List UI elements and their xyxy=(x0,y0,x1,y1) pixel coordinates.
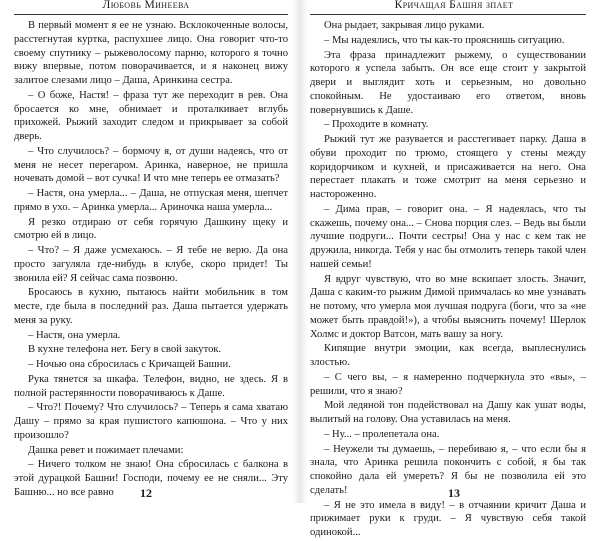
header-rule xyxy=(310,14,586,15)
paragraph: Я вдруг чувствую, что во мне вскипает злость. Значит, Даша с каким-то рыжим Димой примчалась ко мне узнавать не потому, что умерла моя лучшая подруга (боги, что за «не может быть правдой!»), а чтобы выяснить почему! Шерлок Холмс и доктор Ватсон, мать вашу за ногу. xyxy=(310,273,586,340)
paragraph: – Проходите в комнату. xyxy=(324,119,429,131)
paragraph: – Настя, она умерла... – Даша, не отпуская меня, шепчет прямо в ухо. – Аринка умерла... Ариночка наша умерла... xyxy=(14,188,288,213)
paragraph: Мой ледяной тон подействовал на Дашу как ушат воды, вылитый на голову. Она уставилась на меня. xyxy=(310,400,586,425)
paragraph: Она рыдает, закрывая лицо руками. xyxy=(324,20,485,31)
page-number: 12 xyxy=(140,486,152,500)
left-page xyxy=(0,0,292,503)
paragraph: В первый момент я ее не узнаю. Всклокоченные волосы, расстегнутая куртка, распухшее лицо. Она говорит что-то своему спутнику – рыжеволосому парню, которого я точно вижу впервые, потом поворачивается, и я наконец вижу залитое слезами лицо – Даша, Аринкина сестра. xyxy=(14,20,288,86)
right-page-text xyxy=(310,19,586,541)
paragraph: – Я не это имела в виду! – в отчаянии кричит Даша и прижимает руки к груди. – Я чувствую себя такой одинокой... xyxy=(310,499,586,538)
page-number: 13 xyxy=(448,486,460,500)
paragraph: Эта фраза принадлежит рыжему, о существовании которого я успела забыть. Он все еще стоит у закрытой двери и выглядит хоть и серьезным, но довольно спокойным. Не удостаиваю его ответом, вновь повернувшись к Даше. xyxy=(310,49,586,116)
paragraph: Кипящие внутри эмоции, как всегда, выплеснулись злостью. xyxy=(310,343,586,368)
paragraph: Рука тянется за шкафа. Телефон, видно, не здесь. Я в полной растерянности поворачиваюсь к Даше. xyxy=(14,373,288,399)
running-head-author: Любовь Минеева xyxy=(102,0,190,11)
paragraph: Бросаюсь в кухню, пытаюсь найти мобильник в том месте, где была в последний раз. Даша пытается удержать меня за руку. xyxy=(14,287,288,326)
paragraph: – Ночью она сбросилась с Кричащей Башни. xyxy=(28,359,231,370)
running-head-title: Кричащая Башня зпает xyxy=(394,0,514,11)
paragraph: – Неужели ты думаешь, – перебиваю я, – что если бы я знала, что Аринка решила покончить с собой, я бы так спокойно дала ей умереть? Я бы не позволила ей это сделать! xyxy=(310,443,586,496)
book-gutter xyxy=(292,0,308,503)
header-rule xyxy=(14,14,288,15)
right-page xyxy=(308,0,600,538)
paragraph: – Что? – Я даже усмехаюсь. – Я тебе не верю. Да она просто загуляла где-нибудь в клубе, скоро придет! Ты звонила ей? Я сейчас сама позвоню. xyxy=(14,245,288,284)
paragraph: Я резко отдираю от себя горячую Дашкину щеку и смотрю ей в лицо. xyxy=(14,216,288,242)
paragraph: – Ничего толком не знаю! Она сбросилась с балкона в этой дурацкой Башни! Господи, почему ее не сняли... Эту Башню... но все равно xyxy=(14,459,288,498)
paragraph: – О боже, Настя! – фраза тут же переходит в рев. Она бросается ко мне, обнимает и проталкивает вглубь прихожей. Рыжий заходит следом и прикрывает за собой дверь. xyxy=(14,89,288,142)
paragraph: Рыжий тут же разувается и расстегивает парку. Даша в обуви проходит по трюмо, стоящего у стены между коридорчиком и кухней, и присаживается на него. Она перестает плакать и тоже смотрит на меня серьезно и настороженно. xyxy=(310,134,586,200)
paragraph: – Ну... – пролепетала она. xyxy=(324,428,440,440)
paragraph: В кухне телефона нет. Бегу в свой закуток. xyxy=(28,344,222,356)
left-page-text xyxy=(14,19,288,501)
paragraph: – С чего вы, – я намеренно подчеркнула это «вы», – решили, что я знаю? xyxy=(310,371,586,397)
paragraph: Дашка ревет и пожимает плечами: xyxy=(28,444,184,456)
paragraph: – Что?! Почему? Что случилось? – Теперь я сама хватаю Дашу – прямо за края пушистого капюшона. – Что у них произошло? xyxy=(14,402,288,441)
paragraph: – Мы надеялись, что ты как-то прояснишь ситуацию. xyxy=(324,34,565,46)
paragraph: – Дима прав, – говорит она. – Я надеялась, что ты скажешь, почему она... – Снова порция слез. – Ведь вы были лучшие подруги... Почти сестры! Она у нас с кем так не дружила, никогда. Тебя у нас бы отмолить теперь такой член нашей семьи! xyxy=(310,203,586,270)
paragraph: – Что случилось? – бормочу я, от души надеясь, что от меня не несет перегаром. Аринка, наверное, не пришла ночевать домой – вот сучка! И что мне теперь ее отмазать? xyxy=(14,145,288,185)
paragraph: – Настя, она умерла. xyxy=(28,329,121,341)
